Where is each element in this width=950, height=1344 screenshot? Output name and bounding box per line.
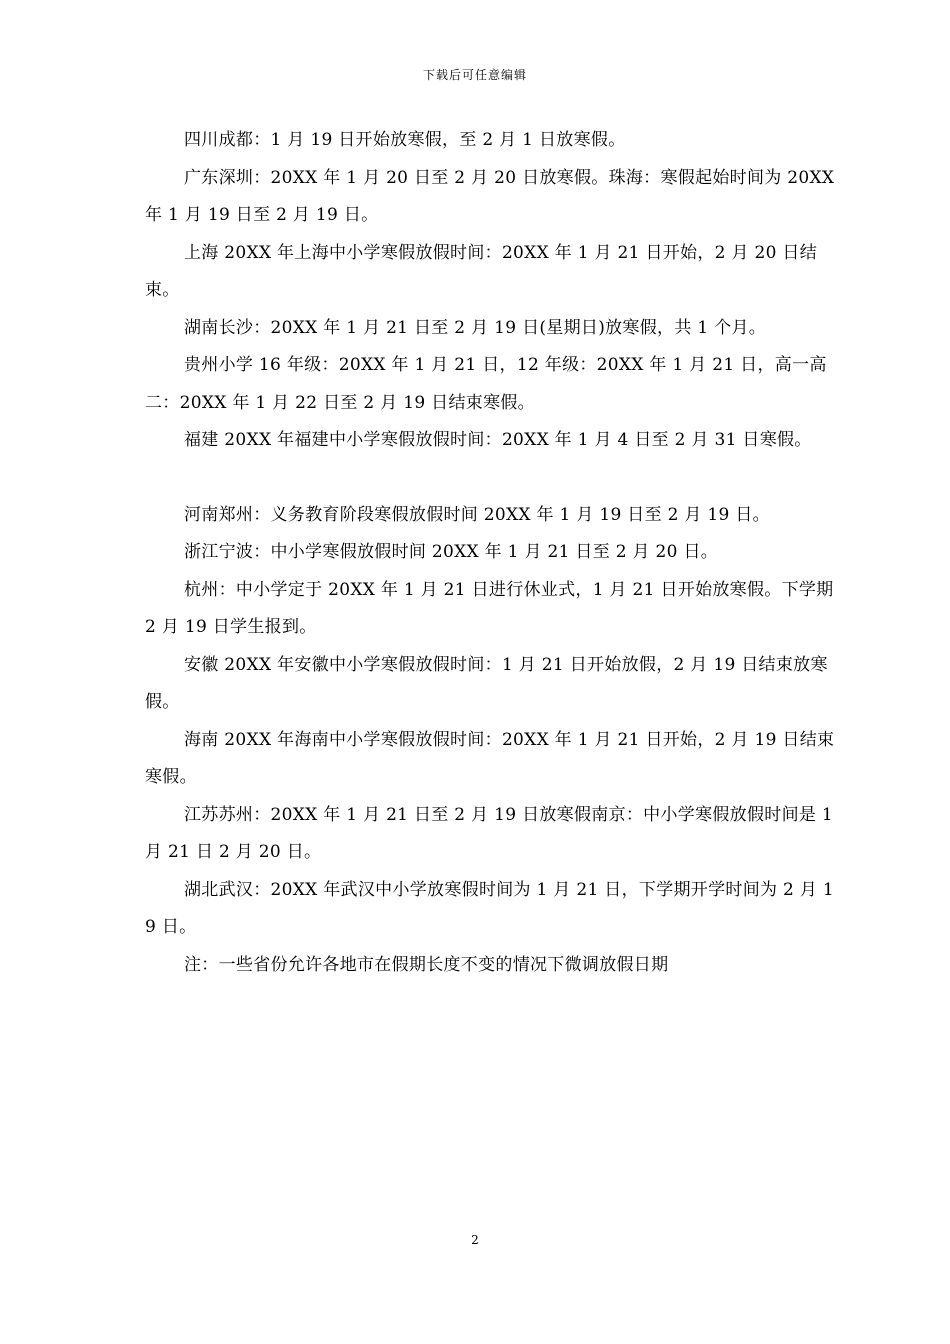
paragraph-fujian: 福建 20XX 年福建中小学寒假放假时间：20XX 年 1 月 4 日至 2 月 31 日寒假。 — [184, 430, 812, 450]
paragraph-henan: 河南郑州：义务教育阶段寒假放假时间 20XX 年 1 月 19 日至 2 月 19 日。 — [184, 504, 770, 525]
paragraph-guizhou: 贵州小学 16 年级：20XX 年 1 月 21 日，12 年级：20XX 年 1 月 21 日，高一高二：20XX 年 1 月 22 日至 2 月 19 日结束寒假。 — [145, 355, 827, 413]
paragraph-gap — [145, 460, 835, 497]
paragraph-guangdong: 广东深圳：20XX 年 1 月 20 日至 2 月 20 日放寒假。珠海：寒假起始时间为 20XX 年 1 月 19 日至 2 月 19 日。 — [145, 167, 835, 225]
paragraph-hainan: 海南 20XX 年海南中小学寒假放假时间：20XX 年 1 月 21 日开始，2 月 19 日结束寒假。 — [145, 729, 835, 787]
paragraph-hubei: 湖北武汉：20XX 年武汉中小学放寒假时间为 1 月 21 日，下学期开学时间为 2 月 19 日。 — [145, 879, 834, 937]
paragraph-shanghai: 上海 20XX 年上海中小学寒假放假时间：20XX 年 1 月 21 日开始，2 月 20 日结束。 — [145, 242, 818, 300]
paragraph-hangzhou: 杭州：中小学定于 20XX 年 1 月 21 日进行休业式，1 月 21 日开始放寒假。下学期 2 月 19 日学生报到。 — [145, 579, 834, 637]
paragraph-jiangsu: 江苏苏州：20XX 年 1 月 21 日至 2 月 19 日放寒假南京：中小学寒假放假时间是 1 月 21 日 2 月 20 日。 — [145, 804, 833, 862]
paragraph-note: 注：一些省份允许各地市在假期长度不变的情况下微调放假日期 — [184, 954, 669, 975]
document-body — [145, 122, 835, 984]
page-number: 2 — [471, 1233, 479, 1247]
paragraph-zhejiang: 浙江宁波：中小学寒假放假时间 20XX 年 1 月 21 日至 2 月 20 日。 — [184, 542, 719, 562]
paragraph-anhui: 安徽 20XX 年安徽中小学寒假放假时间：1 月 21 日开始放假，2 月 19 日结束放寒假。 — [145, 654, 828, 712]
page-header: 下载后可任意编辑 — [422, 68, 527, 82]
paragraph-hunan: 湖南长沙：20XX 年 1 月 21 日至 2 月 19 日(星期日)放寒假，共 1 个月。 — [184, 317, 767, 338]
paragraph-sichuan: 四川成都：1 月 19 日开始放寒假，至 2 月 1 日放寒假。 — [184, 130, 626, 150]
